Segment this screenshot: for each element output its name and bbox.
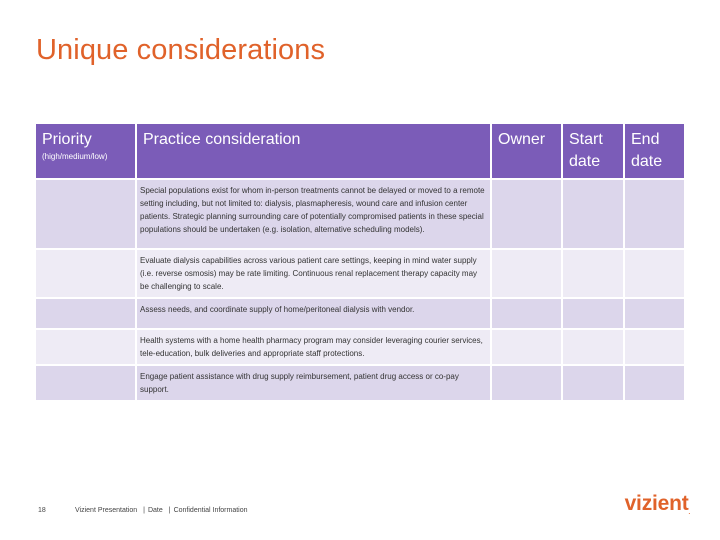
header-priority	[36, 124, 136, 179]
footer-separator: |	[168, 507, 171, 514]
owner-cell[interactable]	[491, 179, 562, 249]
start-date-cell[interactable]	[562, 249, 624, 298]
practice-cell: Evaluate dialysis capabilities across various patient care settings, keeping in mind water supply (i.e. reverse osmosis) may be rate limiting. Continuous renal replacement therapy capacity may be challenging to scale.	[136, 249, 491, 298]
priority-cell[interactable]	[36, 249, 136, 298]
header-practice-label: Practice consideration	[143, 131, 301, 148]
table-row	[36, 249, 684, 298]
considerations-table	[36, 124, 684, 402]
priority-cell[interactable]	[36, 298, 136, 329]
footer-items	[75, 507, 251, 514]
table-row	[36, 329, 684, 365]
logo-text: vizient	[624, 492, 689, 515]
table-row	[36, 179, 684, 249]
table-row	[36, 365, 684, 401]
end-date-cell[interactable]	[624, 365, 684, 401]
header-practice	[136, 124, 491, 179]
end-date-cell[interactable]	[624, 249, 684, 298]
owner-cell[interactable]	[491, 249, 562, 298]
logo-mark: .	[688, 510, 690, 516]
table-header-row	[36, 124, 684, 179]
practice-cell: Health systems with a home health pharmacy program may consider leveraging courier services, tele-education, bulk deliveries and appropriate staff protections.	[136, 329, 491, 365]
end-date-cell[interactable]	[624, 298, 684, 329]
footer-separator: |	[143, 507, 145, 514]
start-date-cell[interactable]	[562, 365, 624, 401]
end-date-cell[interactable]	[624, 329, 684, 365]
slide-title: Unique considerations	[36, 34, 326, 66]
header-start-date: Start date	[562, 124, 624, 179]
owner-cell[interactable]	[491, 365, 562, 401]
end-date-cell[interactable]	[624, 179, 684, 249]
owner-cell[interactable]	[491, 298, 562, 329]
footer-confidential: Confidential Information	[173, 507, 248, 514]
footer-date: Date	[147, 507, 163, 514]
start-date-cell[interactable]	[562, 179, 624, 249]
header-priority-sublabel: (high/medium/low)	[42, 152, 108, 161]
vizient-logo	[625, 492, 690, 516]
practice-cell: Assess needs, and coordinate supply of home/peritoneal dialysis with vendor.	[136, 298, 491, 329]
header-end-date: End date	[624, 124, 684, 179]
owner-cell[interactable]	[491, 329, 562, 365]
footer-presentation: Vizient Presentation	[75, 507, 138, 514]
start-date-cell[interactable]	[562, 298, 624, 329]
page-number: 18	[38, 507, 46, 514]
priority-cell[interactable]	[36, 365, 136, 401]
practice-cell: Special populations exist for whom in-person treatments cannot be delayed or moved to a remote setting including, but not limited to: dialysis, plasmapheresis, wound care and infusion center patients. Strategic planning surrounding care of potentially compromised patients in these special populations should be undertaken (e.g. isolation, alternative scheduling models).	[136, 179, 491, 249]
table-row	[36, 298, 684, 329]
header-priority-label: Priority	[42, 131, 92, 148]
priority-cell[interactable]	[36, 329, 136, 365]
footer	[0, 506, 720, 520]
header-owner: Owner	[491, 124, 562, 179]
start-date-cell[interactable]	[562, 329, 624, 365]
priority-cell[interactable]	[36, 179, 136, 249]
practice-cell: Engage patient assistance with drug supply reimbursement, patient drug access or co-pay support.	[136, 365, 491, 401]
